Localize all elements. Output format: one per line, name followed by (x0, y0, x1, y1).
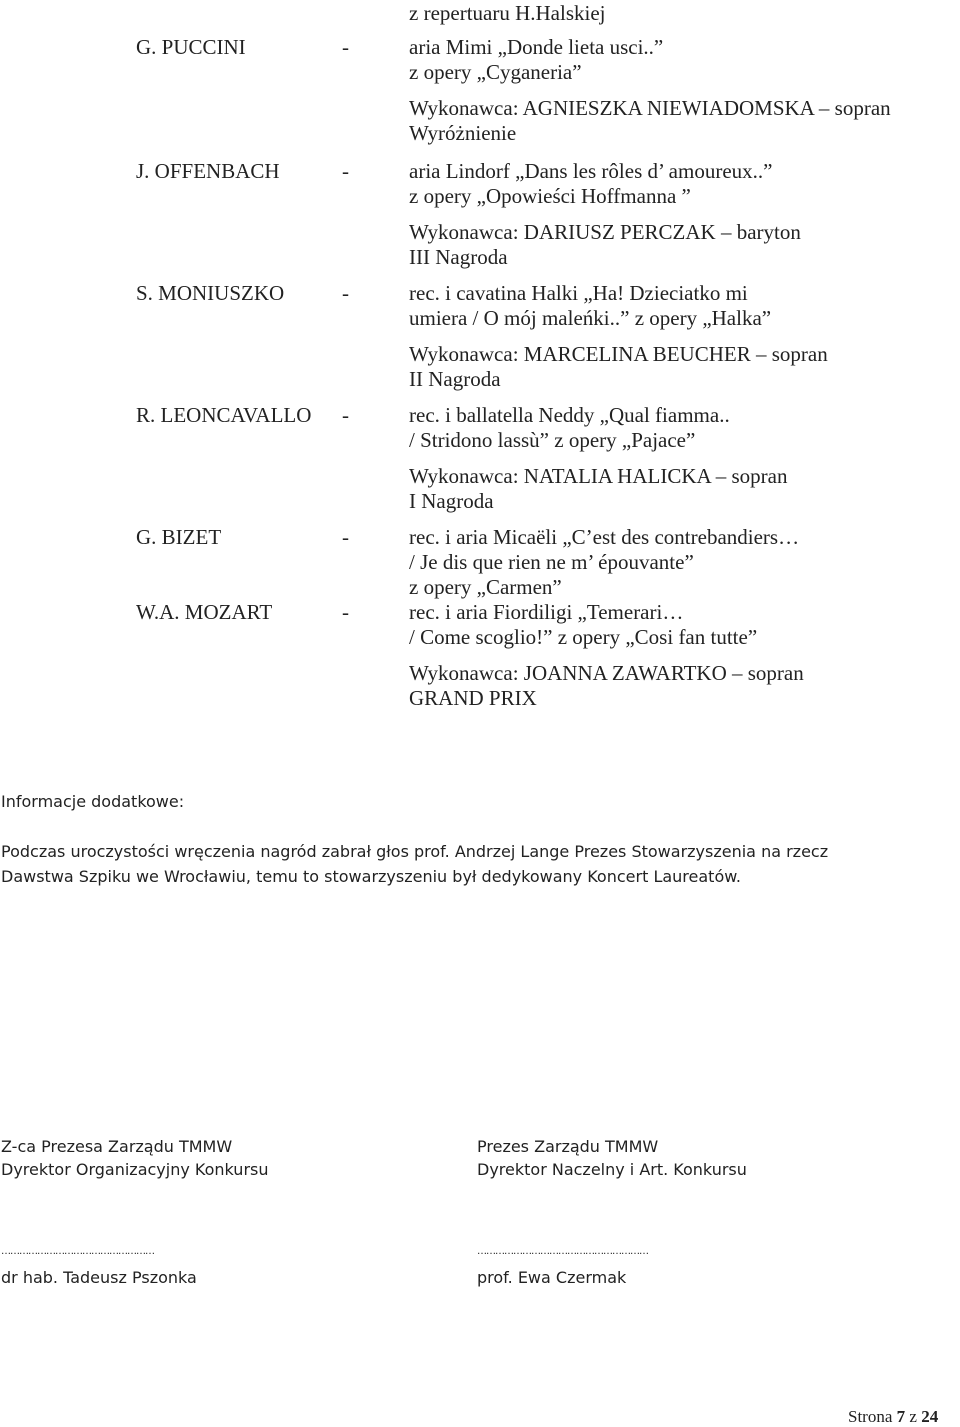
piece-line: / Stridono lassù” z opery „Pajace” (409, 428, 696, 452)
performer-line: Wykonawca: MARCELINA BEUCHER – sopran (409, 342, 828, 366)
page-of: z (909, 1407, 917, 1426)
signature-title: Dyrektor Organizacyjny Konkursu (1, 1160, 269, 1179)
award-line: Wyróżnienie (409, 121, 517, 145)
separator-dash: - (342, 281, 349, 305)
performer-line: Wykonawca: DARIUSZ PERCZAK – baryton (409, 220, 801, 244)
piece-line: rec. i aria Micaëli „C’est des contrebandiers… (409, 525, 800, 549)
signature-title: Prezes Zarządu TMMW (477, 1137, 659, 1156)
composer-name: G. PUCCINI (136, 35, 246, 59)
separator-dash: - (342, 159, 349, 183)
repertoire-line: z repertuaru H.Halskiej (409, 1, 606, 25)
composer-name: J. OFFENBACH (136, 159, 280, 183)
signature-dotted-line: …………………………………………… (1, 1246, 154, 1257)
signature-dotted-line: ………………………………………………… (477, 1246, 648, 1257)
signature-title: Dyrektor Naczelny i Art. Konkursu (477, 1160, 747, 1179)
page-label: Strona (848, 1407, 893, 1426)
additional-info-line: Dawstwa Szpiku we Wrocławiu, temu to stowarzyszeniu był dedykowany Koncert Laureatów. (1, 867, 741, 886)
separator-dash: - (342, 525, 349, 549)
composer-name: G. BIZET (136, 525, 222, 549)
piece-line: rec. i aria Fiordiligi „Temerari… (409, 600, 684, 624)
award-line: III Nagroda (409, 245, 508, 269)
separator-dash: - (342, 600, 349, 624)
piece-line: umiera / O mój maleńki..” z opery „Halka” (409, 306, 772, 330)
signature-name: prof. Ewa Czermak (477, 1268, 627, 1287)
piece-line: z opery „Opowieści Hoffmanna ” (409, 184, 691, 208)
signature-title: Z-ca Prezesa Zarządu TMMW (1, 1137, 233, 1156)
piece-line: / Come scoglio!” z opery „Cosi fan tutte” (409, 625, 758, 649)
piece-line: z opery „Cyganeria” (409, 60, 582, 84)
composer-name: R. LEONCAVALLO (136, 403, 312, 427)
piece-line: aria Mimi „Donde lieta usci..” (409, 35, 664, 59)
award-line: II Nagroda (409, 367, 501, 391)
composer-name: S. MONIUSZKO (136, 281, 285, 305)
performer-line: Wykonawca: JOANNA ZAWARTKO – sopran (409, 661, 804, 685)
composer-name: W.A. MOZART (136, 600, 273, 624)
performer-line: Wykonawca: AGNIESZKA NIEWIADOMSKA – sopran (409, 96, 891, 120)
award-line: GRAND PRIX (409, 686, 537, 710)
signature-name: dr hab. Tadeusz Pszonka (1, 1268, 197, 1287)
piece-line: rec. i ballatella Neddy „Qual fiamma.. (409, 403, 730, 427)
additional-info-heading: Informacje dodatkowe: (1, 792, 185, 811)
piece-line: rec. i cavatina Halki „Ha! Dzieciatko mi (409, 281, 748, 305)
total-pages: 24 (921, 1407, 939, 1426)
piece-line: aria Lindorf „Dans les rôles d’ amoureux..” (409, 159, 773, 183)
separator-dash: - (342, 35, 349, 59)
separator-dash: - (342, 403, 349, 427)
performer-line: Wykonawca: NATALIA HALICKA – sopran (409, 464, 788, 488)
award-line: I Nagroda (409, 489, 494, 513)
additional-info-line: Podczas uroczystości wręczenia nagród zabrał głos prof. Andrzej Lange Prezes Stowarzyszenia na rzecz (1, 842, 829, 861)
current-page: 7 (896, 1407, 906, 1426)
piece-line: z opery „Carmen” (409, 575, 562, 599)
piece-line: / Je dis que rien ne m’ épouvante” (409, 550, 694, 574)
page-number (848, 1407, 938, 1427)
